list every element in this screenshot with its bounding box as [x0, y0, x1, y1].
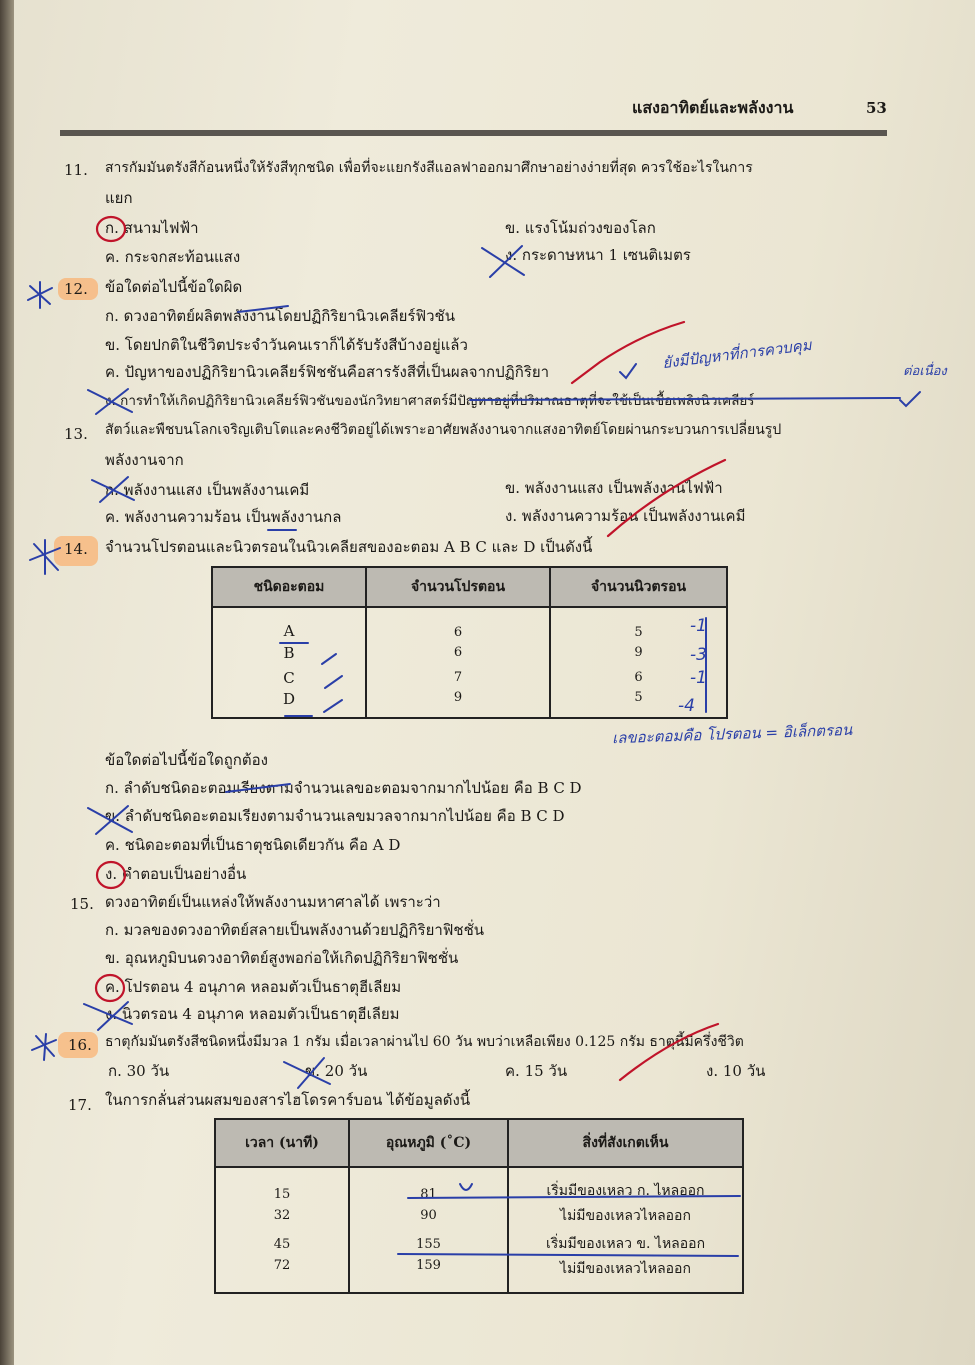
table-cell: ไม่มีของเหลวไหลออก [508, 1202, 743, 1230]
q15-option-b: ข. อุณหภูมิบนดวงอาทิตย์สูงพอก่อให้เกิดปฏิกิริยาฟิชชั่น [105, 949, 459, 967]
q17-table [214, 1118, 744, 1294]
q14-option-a: ก. ลำดับชนิดอะตอมเรียงตามจำนวนเลขอะตอมจากมากไปน้อย คือ B C D [105, 779, 582, 797]
header-rule [60, 130, 887, 136]
q12-number: 12. [64, 280, 88, 298]
q14-stem: จำนวนโปรตอนและนิวตรอนในนิวเคลียสของอะตอม A B C และ D เป็นดังนี้ [105, 538, 593, 556]
q15-stem: ดวงอาทิตย์เป็นแหล่งให้พลังงานมหาศาลได้ เพราะว่า [105, 893, 441, 911]
table-cell: 5 [550, 690, 727, 718]
blue-star-mark [28, 282, 52, 308]
table-cell: C [212, 665, 366, 690]
q12-option-b: ข. โดยปกติในชีวิตประจำวันคนเราก็ได้รับรังสีบ้างอยู่แล้ว [105, 336, 468, 354]
q15-number: 15. [70, 895, 94, 913]
q14-option-c: ค. ชนิดอะตอมที่เป็นธาตุชนิดเดียวกัน คือ A D [105, 836, 401, 854]
handwritten-diff: -1 [690, 616, 707, 636]
table-cell: B [212, 640, 366, 665]
q11-number: 11. [64, 161, 88, 179]
q14-option-d: ง. คำตอบเป็นอย่างอื่น [105, 865, 247, 883]
handwritten-note-q12: ยังมีปัญหาที่การควบคุม [661, 335, 813, 373]
q11-option-a: ก. สนามไฟฟ้า [105, 219, 199, 237]
q17-table-header: สิ่งที่สังเกตเห็น [508, 1119, 743, 1167]
handwritten-diff: -3 [690, 645, 707, 665]
q13-number: 13. [64, 425, 88, 443]
q14-table-header: ชนิดอะตอม [212, 567, 366, 607]
q11-option-c: ค. กระจกสะท้อนแสง [105, 248, 241, 266]
table-cell: 6 [550, 665, 727, 690]
q17-number: 17. [68, 1096, 92, 1114]
handwritten-diff: -1 [690, 668, 707, 688]
q17-table-header: เวลา (นาที) [215, 1119, 349, 1167]
handwritten-note-q14: เลขอะตอมคือ โปรตอน = อิเล็กตรอน [611, 720, 853, 748]
table-cell: เริ่มมีของเหลว ข. ไหลออก [508, 1230, 743, 1258]
q16-option-d: ง. 10 วัน [706, 1062, 766, 1080]
q14-number: 14. [64, 540, 88, 558]
q12-option-a: ก. ดวงอาทิตย์ผลิตพลังงานโดยปฏิกิริยานิวเคลียร์ฟิวชัน [105, 307, 455, 325]
q16-option-a: ก. 30 วัน [108, 1062, 170, 1080]
q16-option-b: ข. 20 วัน [305, 1062, 368, 1080]
running-header-title: แสงอาทิตย์และพลังงาน [632, 98, 794, 117]
q13-stem-line1: สัตว์และพืชบนโลกเจริญเติบโตและคงชีวิตอยู่ได้เพราะอาศัยพลังงานจากแสงอาทิตย์โดยผ่านกระบวนการเปลี่ยนรูป [105, 422, 782, 438]
handwritten-note-q12-2: ต่อเนื่อง [903, 364, 947, 379]
q15-option-c: ค. โปรตอน 4 อนุภาค หลอมตัวเป็นธาตุฮีเลียม [105, 978, 402, 996]
q11-stem-line1: สารกัมมันตรังสีก้อนหนึ่งให้รังสีทุกชนิด เพื่อที่จะแยกรังสีแอลฟาออกมาศึกษาอย่างง่ายที่สุด ควรใช้อะไรในการ [105, 160, 753, 176]
q14-table-header: จำนวนโปรตอน [366, 567, 550, 607]
table-cell: เริ่มมีของเหลว ก. ไหลออก [508, 1167, 743, 1202]
q11-stem-line2: แยก [105, 189, 133, 207]
table-cell: 15 [215, 1167, 349, 1202]
q12-stem: ข้อใดต่อไปนี้ข้อใดผิด [105, 278, 243, 296]
page-number: 53 [866, 99, 887, 117]
table-cell: 81 [349, 1167, 508, 1202]
q14-option-b: ข. ลำดับชนิดอะตอมเรียงตามจำนวนเลขมวลจากมากไปน้อย คือ B C D [105, 807, 565, 825]
q13-option-c: ค. พลังงานความร้อน เป็นพลังงานกล [105, 508, 342, 526]
table-cell: 6 [366, 640, 550, 665]
table-cell: D [212, 690, 366, 718]
blue-check-mark [620, 364, 636, 378]
q11-option-d: ง. กระดาษหนา 1 เซนติเมตร [505, 246, 691, 264]
table-cell: 155 [349, 1230, 508, 1258]
table-cell: 7 [366, 665, 550, 690]
table-cell: 5 [550, 607, 727, 640]
q13-option-d: ง. พลังงานความร้อน เป็นพลังงานเคมี [505, 507, 746, 525]
blue-star-mark [32, 1034, 56, 1060]
table-cell: 9 [366, 690, 550, 718]
table-cell: 159 [349, 1258, 508, 1293]
q17-stem: ในการกลั่นส่วนผสมของสารไฮโดรคาร์บอน ได้ข้อมูลดังนี้ [105, 1091, 471, 1109]
q12-option-d: ง. การทำให้เกิดปฏิกิริยานิวเคลียร์ฟิวชันของนักวิทยาศาสตร์มีปัญหาอยู่ที่ปริมาณธาตุที่จะใช้เป็นเชื้อเพลิงนิวเคลียร์ [105, 393, 755, 409]
table-cell: 90 [349, 1202, 508, 1230]
q15-option-a: ก. มวลของดวงอาทิตย์สลายเป็นพลังงานด้วยปฏิกิริยาฟิชชั่น [105, 921, 485, 939]
q12-option-c: ค. ปัญหาของปฏิกิริยานิวเคลียร์ฟิชชันคือสารรังสีที่เป็นผลจากปฏิกิริยา [105, 363, 550, 381]
q17-table-header: อุณหภูมิ (˚C) [349, 1119, 508, 1167]
q15-option-d: ง. นิวตรอน 4 อนุภาค หลอมตัวเป็นธาตุฮีเลียม [105, 1005, 400, 1023]
q16-option-c: ค. 15 วัน [505, 1062, 568, 1080]
table-cell: 72 [215, 1258, 349, 1293]
table-cell: 6 [366, 607, 550, 640]
q14-table-header: จำนวนนิวตรอน [550, 567, 727, 607]
q14-table [211, 566, 728, 719]
q13-option-a: ก. พลังงานแสง เป็นพลังงานเคมี [105, 481, 310, 499]
q11-option-b: ข. แรงโน้มถ่วงของโลก [505, 219, 656, 237]
table-cell: A [212, 607, 366, 640]
table-cell: 45 [215, 1230, 349, 1258]
q16-stem: ธาตุกัมมันตรังสีชนิดหนึ่งมีมวล 1 กรัม เมื่อเวลาผ่านไป 60 วัน พบว่าเหลือเพียง 0.125 กรัม ธาตุนี้มีครึ่งชีวิต [105, 1034, 744, 1050]
q13-option-b: ข. พลังงานแสง เป็นพลังงานไฟฟ้า [505, 479, 723, 497]
table-cell: ไม่มีของเหลวไหลออก [508, 1258, 743, 1293]
table-cell: 32 [215, 1202, 349, 1230]
q13-stem-line2: พลังงานจาก [105, 451, 184, 469]
table-cell: 9 [550, 640, 727, 665]
book-spine-shadow [0, 0, 14, 1365]
handwritten-diff: -4 [678, 696, 695, 716]
q14-subquestion: ข้อใดต่อไปนี้ข้อใดถูกต้อง [105, 751, 268, 769]
blue-check-mark [900, 392, 920, 406]
q16-number: 16. [68, 1036, 92, 1054]
